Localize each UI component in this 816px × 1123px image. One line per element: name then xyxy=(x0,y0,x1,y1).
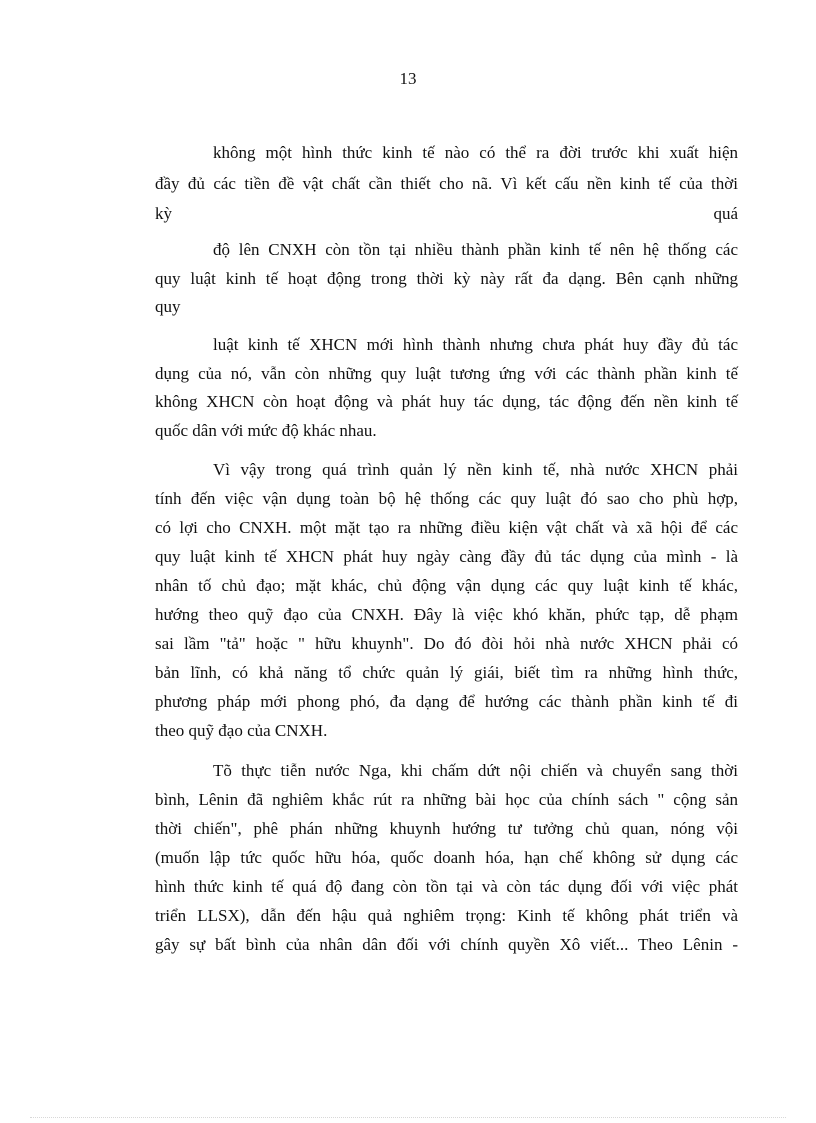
text-line: theo quỹ đạo của CNXH. xyxy=(155,721,328,740)
text-line: quốc dân với mức độ khác nhau. xyxy=(155,421,377,440)
text-line: hướng theo quỹ đạo của CNXH. Đây là việc khó khăn, phức tạp, dễ phạm xyxy=(155,605,738,624)
text-line: dụng của nó, vẫn còn những quy luật tương ứng với các thành phần kinh tế xyxy=(155,364,738,383)
text-line: gây sự bất bình của nhân dân đối với chính quyền Xô viết... Theo Lênin - xyxy=(155,935,738,954)
page-bottom-divider xyxy=(30,1117,786,1118)
text-line: đầy đủ các tiền đề vật chất cần thiết cho nã. Vì kết cấu nền kinh tế của thời xyxy=(155,174,738,193)
text-line: không XHCN còn hoạt động và phát huy tác dụng, tác động đến nền kinh tế xyxy=(155,392,738,411)
text-line: triển LLSX), dẫn đến hậu quả nghiêm trọng: Kinh tế không phát triển và xyxy=(155,906,738,925)
text-line: quy xyxy=(155,297,181,316)
text-line: bản lĩnh, có khả năng tổ chức quản lý giái, biết tìm ra những hình thức, xyxy=(155,663,738,682)
text-line: thời chiến", phê phán những khuynh hướng tư tưởng chủ quan, nóng vội xyxy=(155,819,738,838)
text-line: không một hình thức kinh tế nào có thể ra đời trước khi xuất hiện xyxy=(213,143,738,162)
page-number: 13 xyxy=(399,69,417,88)
text-line: tính đến việc vận dụng toàn bộ hệ thống các quy luật đó sao cho phù hợp, xyxy=(155,489,738,508)
text-line: độ lên CNXH còn tồn tại nhiều thành phần kinh tế nên hệ thống các xyxy=(213,240,738,259)
text-line: nhân tố chủ đạo; mặt khác, chủ động vận dụng các quy luật kinh tế khác, xyxy=(155,576,738,595)
text-line: Vì vậy trong quá trình quản lý nền kinh tế, nhà nước XHCN phải xyxy=(213,460,738,479)
text-line: (muốn lập tức quốc hữu hóa, quốc doanh hóa, hạn chế không sử dụng các xyxy=(155,848,738,867)
text-fragment: kỳ xyxy=(155,204,172,223)
text-line-split xyxy=(155,202,738,226)
text-line: quy luật kinh tế XHCN phát huy ngày càng đầy đủ tác dụng của mình - là xyxy=(155,547,738,566)
text-line: hình thức kinh tế quá độ đang còn tồn tại và còn tác dụng đối với việc phát xyxy=(155,877,738,896)
text-line: phương pháp mới phong phó, đa dạng để hướng các thành phần kinh tế đi xyxy=(155,692,738,711)
text-line: sai lầm "tả" hoặc " hữu khuynh". Do đó đòi hỏi nhà nước XHCN phải có xyxy=(155,634,738,653)
text-line: bình, Lênin đã nghiêm khắc rút ra những bài học của chính sách " cộng sản xyxy=(155,790,738,809)
text-fragment: quá xyxy=(713,204,738,223)
text-line: có lợi cho CNXH. một mặt tạo ra những điều kiện vật chất và xã hội để các xyxy=(155,518,738,537)
text-line: luật kinh tế XHCN mới hình thành nhưng chưa phát huy đầy đủ tác xyxy=(213,335,738,354)
text-line: Tõ thực tiễn nước Nga, khi chấm dứt nội chiến và chuyển sang thời xyxy=(213,761,738,780)
text-line: quy luật kinh tế hoạt động trong thời kỳ này rất đa dạng. Bên cạnh những xyxy=(155,269,738,288)
